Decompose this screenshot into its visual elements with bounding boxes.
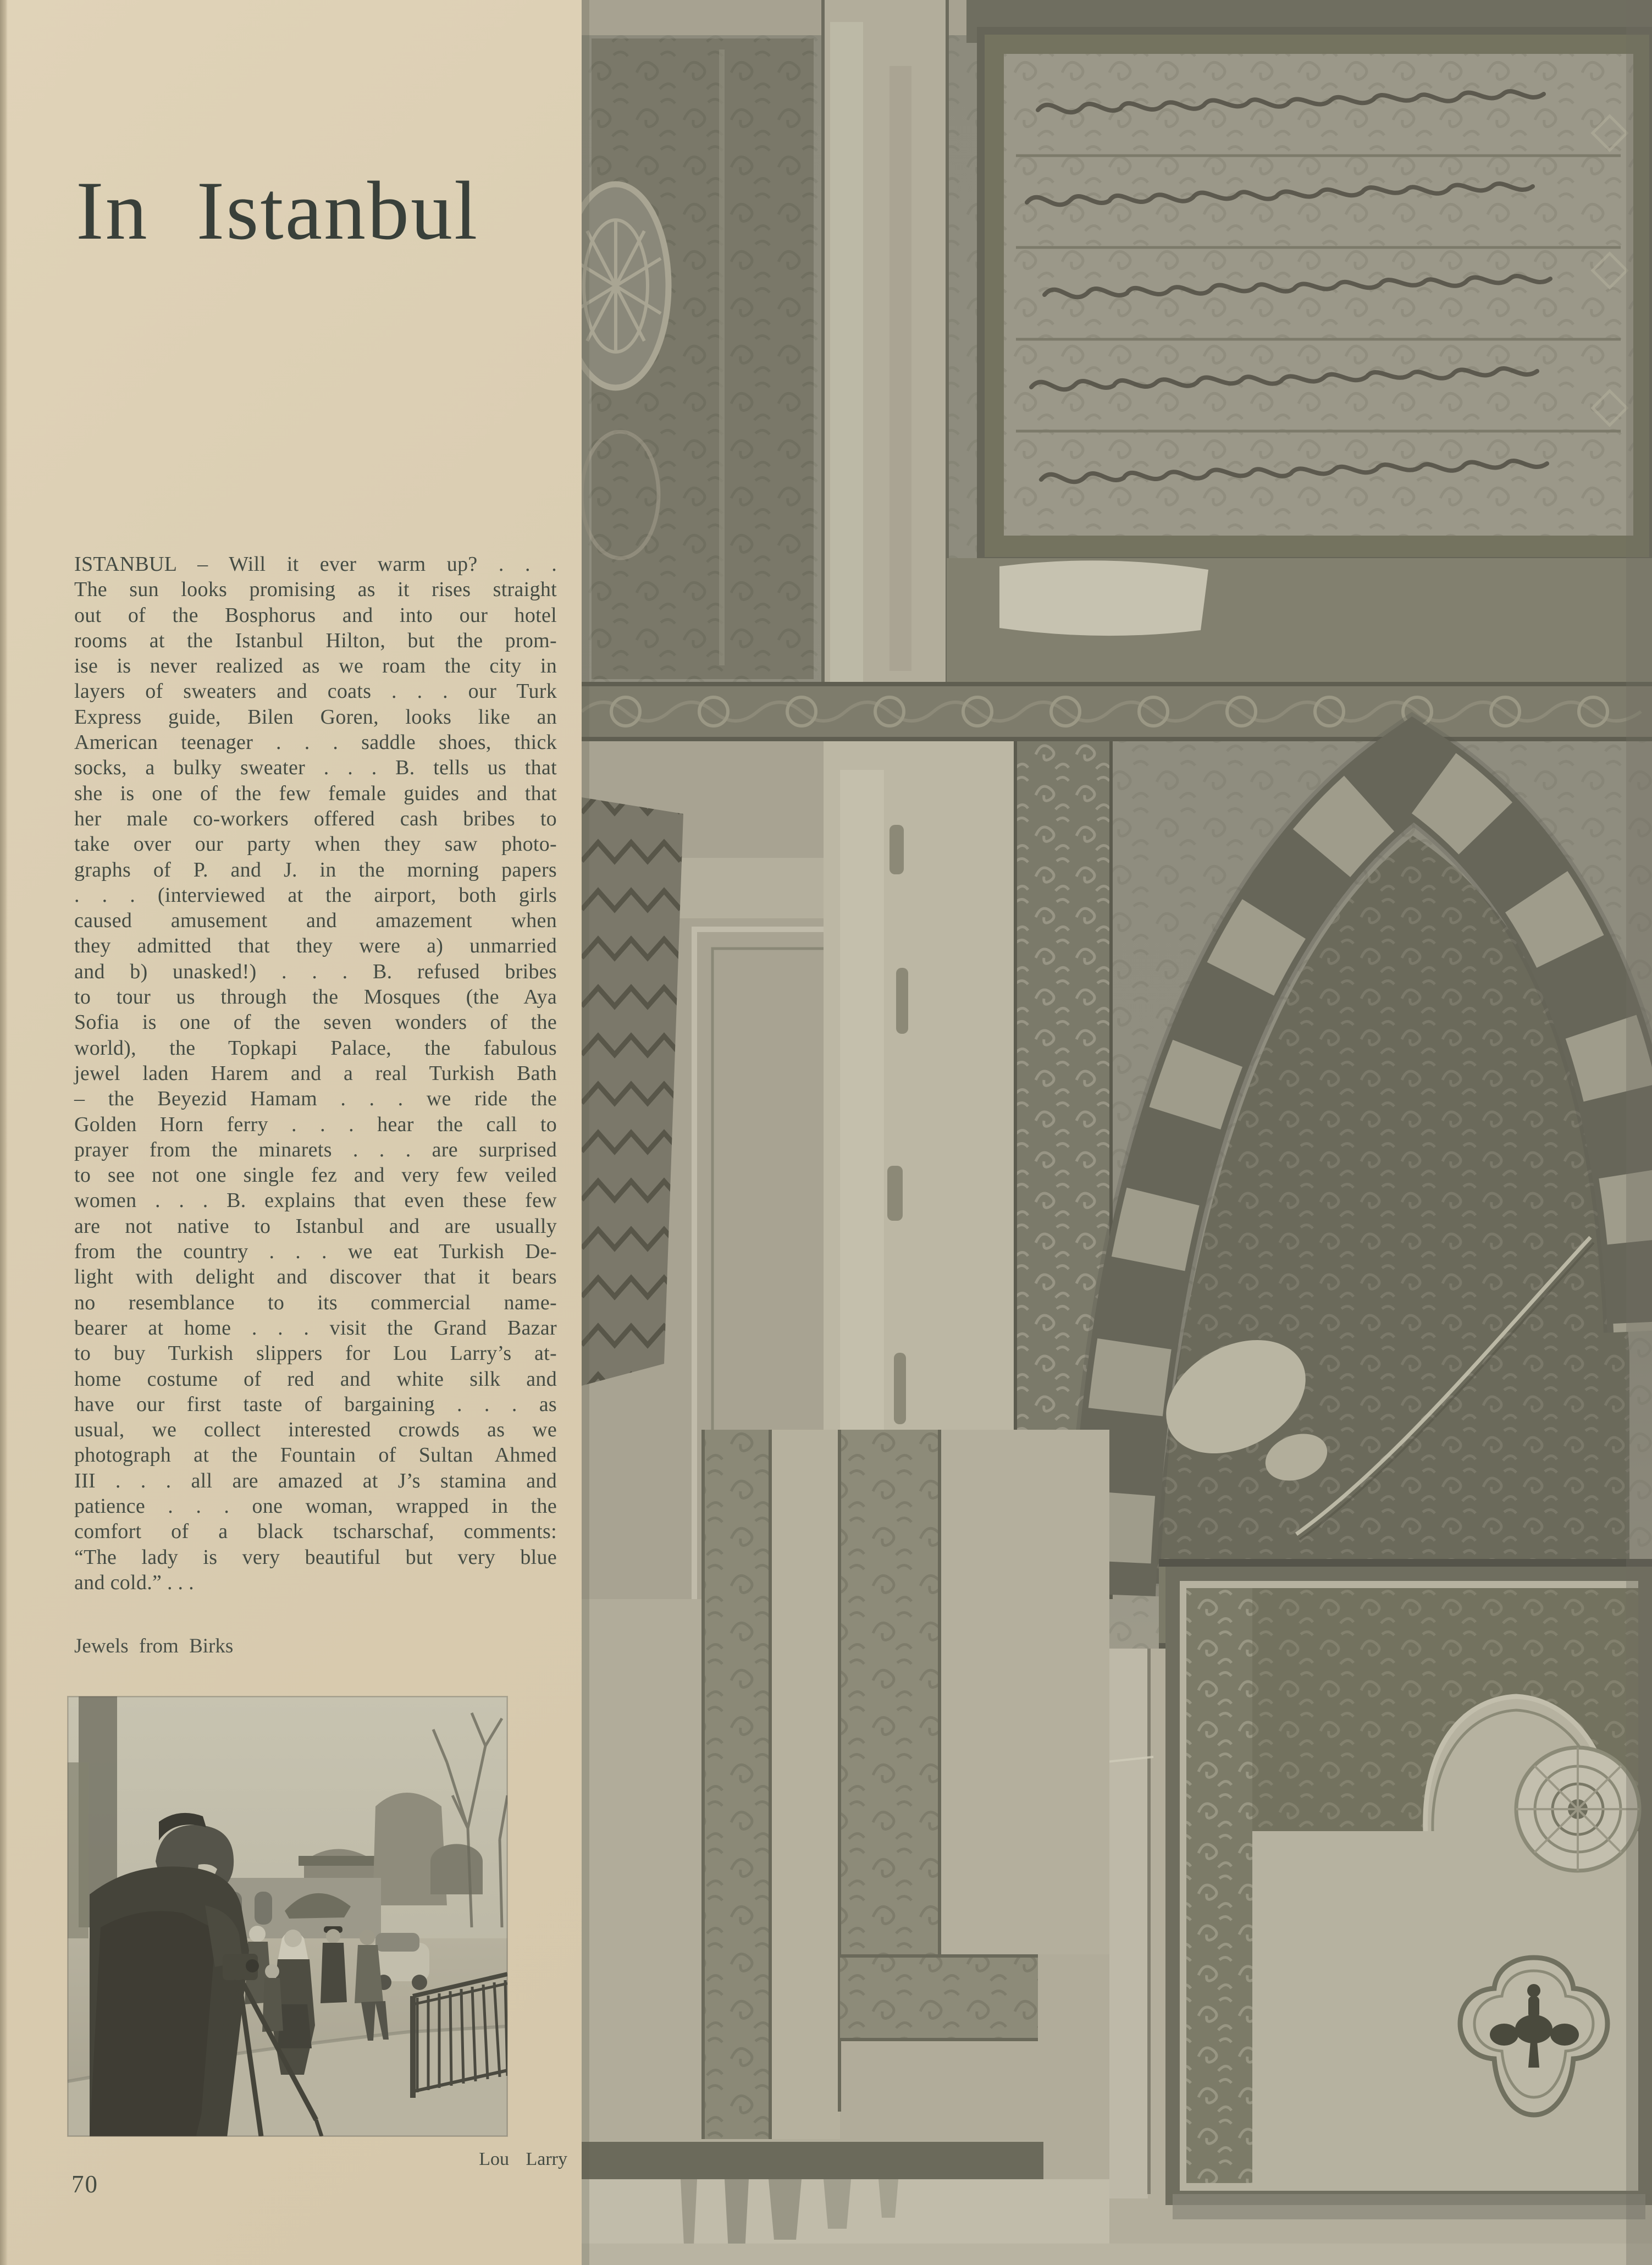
article-line: graphs of P. and J. in the morning papers (74, 858, 557, 881)
pilaster (821, 0, 949, 726)
niche-shadow (1173, 2194, 1645, 2219)
fountain-niche (1173, 1574, 1645, 2219)
article-line: caused amusement and amazement when (74, 909, 557, 933)
article-line: to see not one single fez and very few veiled (74, 1164, 557, 1187)
article-line: . . . (interviewed at the airport, both girls (74, 883, 557, 907)
article-line: layers of sweaters and coats . . . our Turk (74, 680, 557, 703)
article-line: they admitted that they were a) unmarried (74, 934, 557, 958)
article-line: photograph at the Fountain of Sultan Ahmed (74, 1443, 557, 1467)
article-line: usual, we collect interested crowds as we (74, 1418, 557, 1442)
article-line: she is one of the few female guides and that (74, 781, 557, 805)
article-line: world), the Topkapi Palace, the fabulous (74, 1036, 557, 1060)
photo-left-edge (582, 0, 589, 2265)
article-line: light with delight and discover that it bears (74, 1265, 557, 1289)
article-line: ise is never realized as we roam the city in (74, 654, 557, 678)
left-carved-panel (582, 38, 814, 679)
article-line: to buy Turkish slippers for Lou Larry’s at- (74, 1342, 557, 1365)
article-line: to tour us through the Mosques (the Aya (74, 985, 557, 1009)
bright-patch (999, 560, 1208, 636)
article-line: take over our party when they saw photo- (74, 833, 557, 856)
article-line: comfort of a black tscharschaf, comments: (74, 1520, 557, 1544)
article-text (74, 552, 557, 1595)
article-line: socks, a bulky sweater . . . B. tells us that (74, 756, 557, 780)
article-line: and b) unasked!) . . . B. refused bribes (74, 960, 557, 983)
right-scan-edge (1626, 0, 1652, 2265)
article-line: III . . . all are amazed at J’s stamina and (74, 1469, 557, 1492)
scan-edge (0, 0, 8, 2265)
article-line: home costume of red and white silk and (74, 1367, 557, 1391)
article-line: prayer from the minarets . . . are surprised (74, 1138, 557, 1161)
article-line: jewel laden Harem and a real Turkish Bath (74, 1061, 557, 1085)
article-line: women . . . B. explains that even these few (74, 1189, 557, 1213)
article-line: “The lady is very beautiful but very blue (74, 1545, 557, 1569)
article-line: Express guide, Bilen Goren, looks like an (74, 705, 557, 729)
article-line: have our first taste of bargaining . . . as (74, 1392, 557, 1416)
article-line: out of the Bosphorus and into our hotel (74, 603, 557, 627)
street-photo (68, 1696, 507, 2136)
scroll-frieze (582, 682, 1652, 741)
photo-credit-caption: Lou Larry (479, 2149, 567, 2169)
article-line: Golden Horn ferry . . . hear the call to (74, 1112, 557, 1136)
article-line: – the Beyezid Hamam . . . we ride the (74, 1087, 557, 1111)
rosette-medallion (1516, 1748, 1639, 1871)
article-line: bearer at home . . . visit the Grand Bazar (74, 1316, 557, 1340)
page-title: In Istanbul (76, 164, 479, 257)
article-line: ISTANBUL – Will it ever warm up? . . . (74, 553, 557, 576)
oval-medallion (582, 184, 668, 388)
article-line: rooms at the Istanbul Hilton, but the prom- (74, 629, 557, 652)
article-line: American teenager . . . saddle shoes, thick (74, 731, 557, 754)
article-line: no resemblance to its commercial name- (74, 1291, 557, 1314)
calligraphy-panel (981, 31, 1652, 561)
article-line: are not native to Istanbul and are usually (74, 1214, 557, 1238)
article-line: patience . . . one woman, wrapped in the (74, 1494, 557, 1518)
credit-line: Jewels from Birks (74, 1635, 234, 1657)
article-line: The sun looks promising as it rises straight (74, 578, 557, 602)
article-line: and cold.” . . . (74, 1570, 194, 1594)
article-line: her male co-workers offered cash bribes to (74, 807, 557, 830)
page-number: 70 (71, 2170, 98, 2198)
article-line: Sofia is one of the seven wonders of the (74, 1011, 557, 1034)
fountain-photo (582, 0, 1652, 2265)
article-line: from the country . . . we eat Turkish De- (74, 1240, 557, 1264)
